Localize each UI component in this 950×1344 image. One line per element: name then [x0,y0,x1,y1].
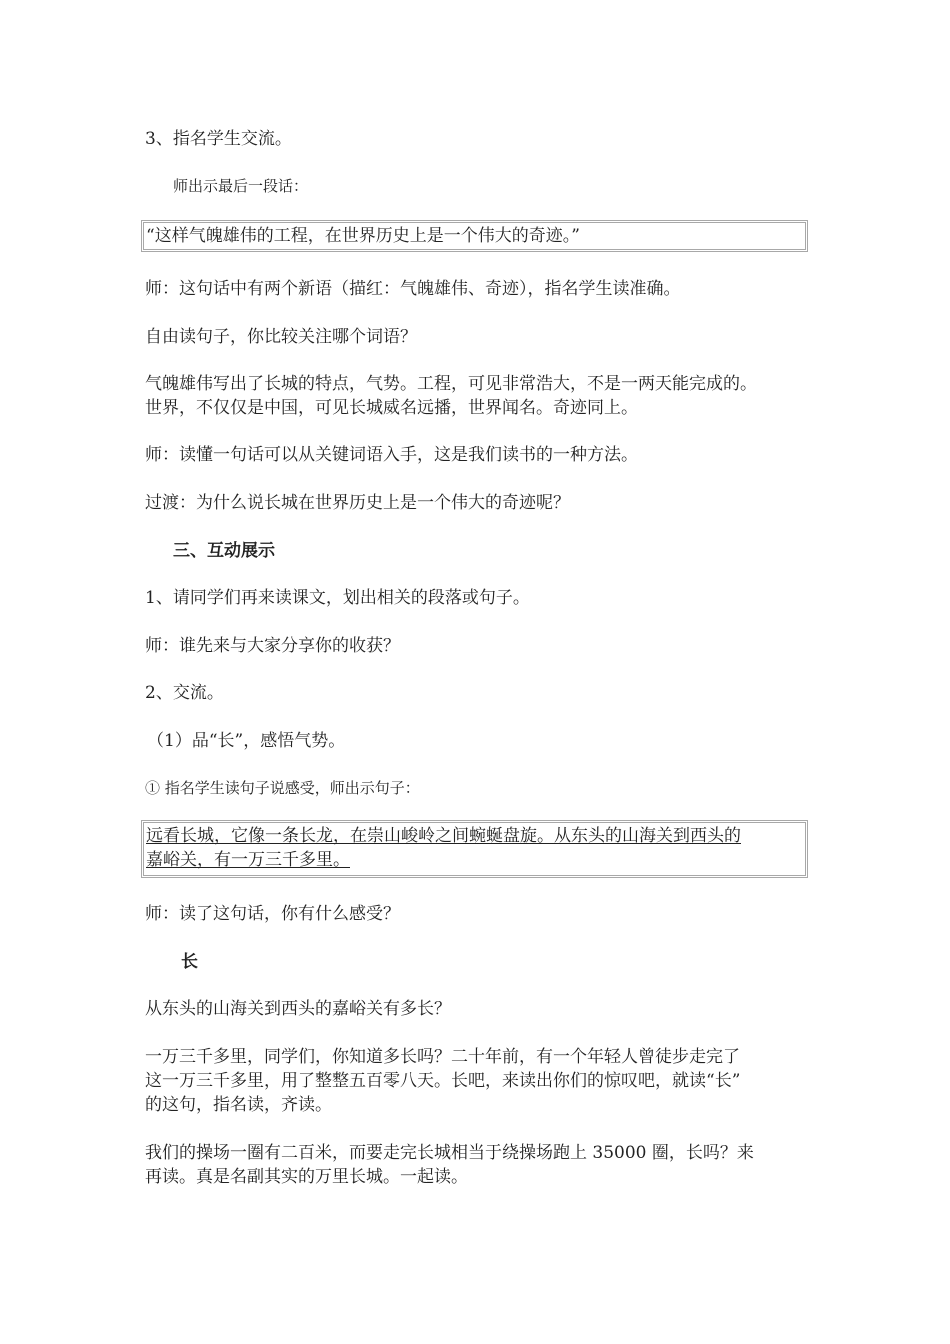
paragraph-playground-line1: 我们的操场一圈有二百米，而要走完长城相当于绕操场跑上 35000 圈，长吗？来 [145,1143,754,1163]
paragraph-long-line1: 一万三千多里，同学们，你知道多长吗？二十年前，有一个年轻人曾徒步走完了 [145,1047,740,1067]
paragraph-step3: 3、指名学生交流。 [145,129,292,149]
section-heading-3: 三、互动展示 [173,541,275,561]
quote-box-1 [141,220,808,252]
paragraph-step2: 2、交流。 [145,683,224,703]
paragraph-new-words: 师：这句话中有两个新语（描红：气魄雄伟、奇迹），指名学生读准确。 [145,279,681,299]
paragraph-how-long: 从东头的山海关到西头的嘉峪关有多长？ [145,999,451,1019]
paragraph-teacher-shows: 师出示最后一段话： [173,177,309,195]
keyword-chang: 长 [181,952,198,972]
quote-text-2-line1: 远看长城，它像一条长龙，在崇山峻岭之间蜿蜒盘旋。从东头的山海关到西头的 [146,826,741,846]
paragraph-transition: 过渡：为什么说长城在世界历史上是一个伟大的奇迹呢？ [145,493,570,513]
quote-text-2-line2: 嘉峪关，有一万三千多里。 [146,850,350,870]
paragraph-sub1: （1）品“长”，感悟气势。 [147,731,346,751]
paragraph-playground-line2: 再读。真是名副其实的万里长城。一起读。 [145,1167,468,1187]
quote-box-2 [141,820,808,878]
paragraph-step1: 1、请同学们再来读课文，划出相关的段落或句子。 [145,588,530,608]
paragraph-long-line2: 这一万三千多里，用了整整五百零八天。长吧，来读出你们的惊叹吧，就读“长” [145,1071,741,1091]
paragraph-method: 师：读懂一句话可以从关键词语入手，这是我们读书的一种方法。 [145,445,638,465]
paragraph-share: 师：谁先来与大家分享你的收获？ [145,636,400,656]
paragraph-explanation-line1: 气魄雄伟写出了长城的特点，气势。工程，可见非常浩大，不是一两天能完成的。 [145,374,757,394]
paragraph-free-read: 自由读句子，你比较关注哪个词语？ [145,327,417,347]
paragraph-circle1: ① 指名学生读句子说感受，师出示句子： [145,779,420,797]
paragraph-long-line3: 的这句，指名读，齐读。 [145,1095,332,1115]
quote-text-1: “这样气魄雄伟的工程，在世界历史上是一个伟大的奇迹。” [146,226,580,246]
paragraph-feeling: 师：读了这句话，你有什么感受？ [145,904,400,924]
paragraph-explanation-line2: 世界，不仅仅是中国，可见长城威名远播，世界闻名。奇迹同上。 [145,398,638,418]
